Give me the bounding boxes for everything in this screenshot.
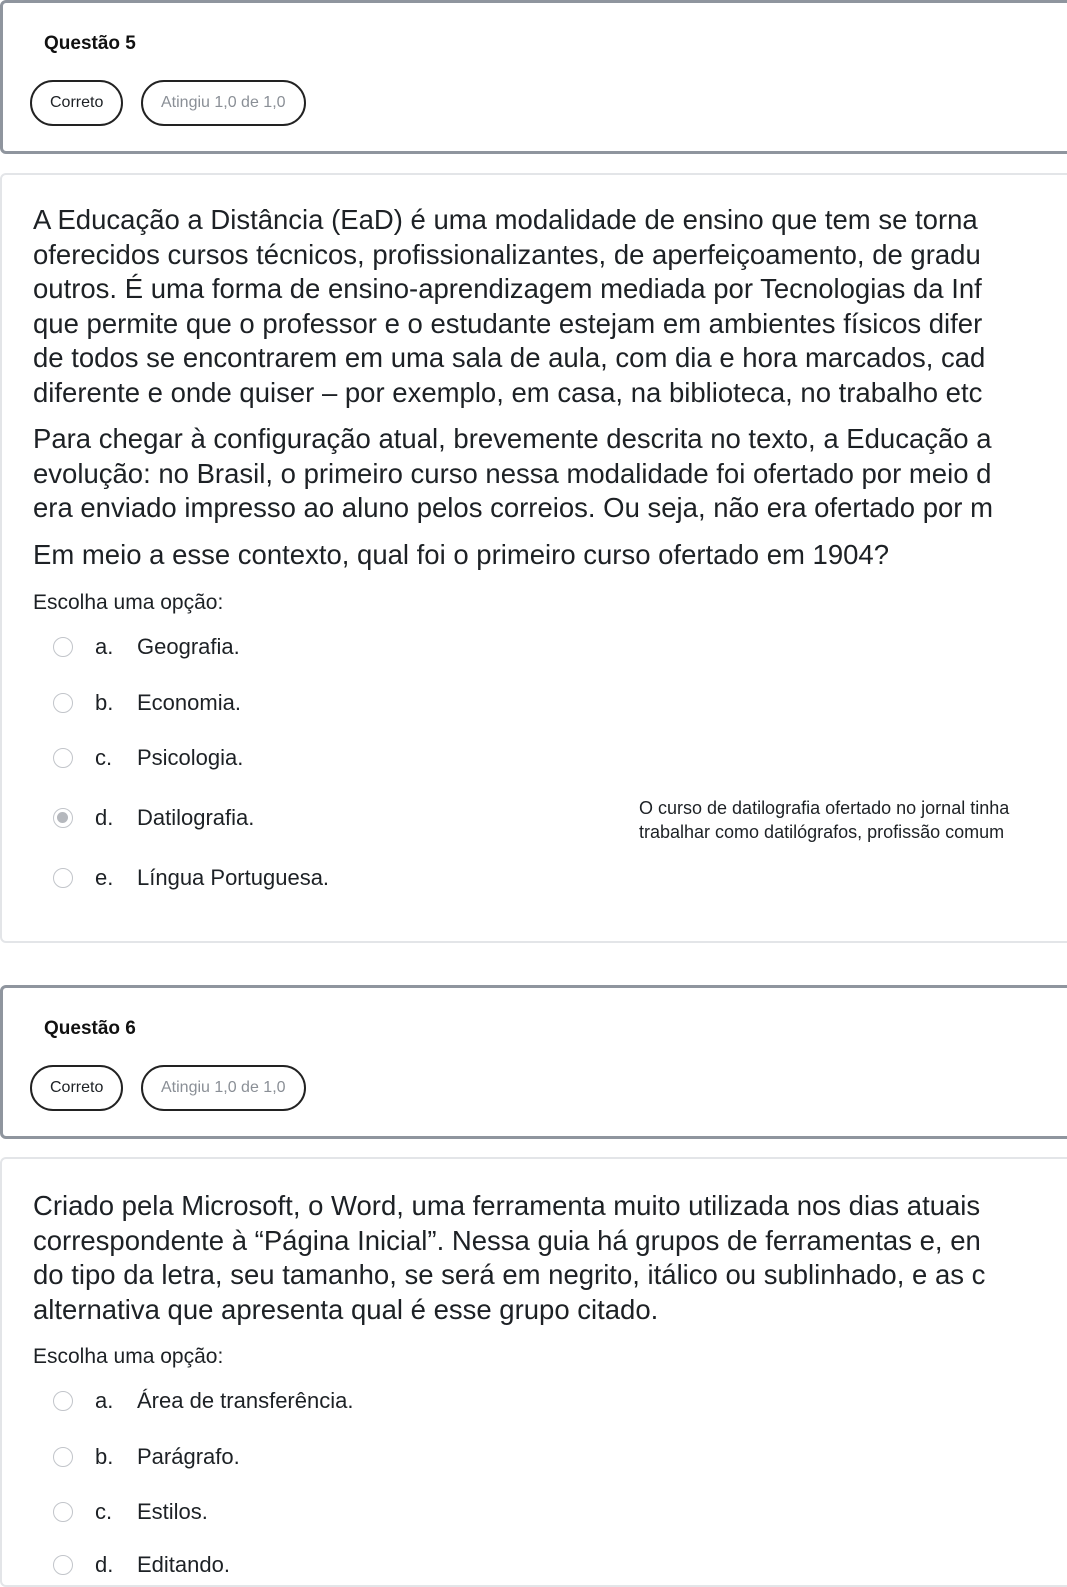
- question-paragraph: Criado pela Microsoft, o Word, uma ferramenta muito utilizada nos dias atuais correspondente à “Página Inicial”. Nessa guia há grupos de ferramentas e, en do tipo da letra, seu tamanho, se será em negrito, itálico ou sublinhado, e as c alternativa que apresenta qual é esse grupo citado.: [33, 1190, 986, 1325]
- grade-badge: Atingiu 1,0 de 1,0: [141, 1065, 306, 1111]
- radio-button[interactable]: [53, 693, 73, 713]
- option-letter: a.: [95, 1388, 114, 1413]
- radio-button[interactable]: [53, 868, 73, 888]
- radio-button-selected[interactable]: [53, 808, 73, 828]
- option-text: Estilos.: [137, 1499, 208, 1524]
- status-badge: Correto: [30, 80, 123, 126]
- question-title: Questão 6: [44, 1018, 136, 1039]
- question-title: Questão 5: [44, 33, 136, 54]
- option-letter: a.: [95, 634, 114, 659]
- radio-button[interactable]: [53, 1391, 73, 1411]
- question-5-info: [0, 0, 1067, 154]
- choose-option-label: Escolha uma opção:: [33, 591, 224, 614]
- answer-feedback: O curso de datilografia ofertado no jornal tinha trabalhar como datilógrafos, profissão comum: [639, 798, 1010, 842]
- option-text: Parágrafo.: [137, 1444, 240, 1469]
- option-text: Língua Portuguesa.: [137, 865, 330, 890]
- radio-button[interactable]: [53, 1447, 73, 1467]
- question-text: [33, 1189, 1067, 1339]
- question-paragraph: Para chegar à configuração atual, brevemente descrita no texto, a Educação a evolução: no Brasil, o primeiro curso nessa modalidade foi ofertado por meio d era enviado impresso ao aluno pelos correios. Ou seja, não era ofertado por m: [33, 423, 993, 523]
- question-6-info: [0, 985, 1067, 1139]
- question-text: [33, 203, 1067, 584]
- status-badge: Correto: [30, 1065, 123, 1111]
- radio-button[interactable]: [53, 637, 73, 657]
- radio-button[interactable]: [53, 748, 73, 768]
- option-text: Área de transferência.: [137, 1388, 354, 1413]
- option-text: Editando.: [137, 1552, 230, 1577]
- question-paragraph: Em meio a esse contexto, qual foi o primeiro curso ofertado em 1904?: [33, 538, 890, 570]
- radio-button[interactable]: [53, 1502, 73, 1522]
- option-text: Psicologia.: [137, 745, 244, 770]
- option-letter: d.: [95, 805, 114, 830]
- option-letter: b.: [95, 1444, 114, 1469]
- option-letter: e.: [95, 865, 114, 890]
- option-text: Economia.: [137, 690, 241, 715]
- option-text: Geografia.: [137, 634, 240, 659]
- option-letter: b.: [95, 690, 114, 715]
- radio-button[interactable]: [53, 1555, 73, 1575]
- option-letter: d.: [95, 1552, 114, 1577]
- question-paragraph: A Educação a Distância (EaD) é uma modalidade de ensino que tem se torna oferecidos cursos técnicos, profissionalizantes, de aperfeiçoamento, de gradu outros. É uma forma de ensino-aprendizagem mediada por Tecnologias da Inf que permite que o professor e o estudante estejam em ambientes físicos difer de todos se encontrarem em uma sala de aula, com dia e hora marcados, cad diferente e onde quiser – por exemplo, em casa, na biblioteca, no trabalho etc: [33, 204, 986, 408]
- choose-option-label: Escolha uma opção:: [33, 1345, 224, 1368]
- option-text: Datilografia.: [137, 805, 255, 830]
- option-letter: c.: [95, 745, 113, 770]
- option-letter: c.: [95, 1499, 113, 1524]
- grade-badge: Atingiu 1,0 de 1,0: [141, 80, 306, 126]
